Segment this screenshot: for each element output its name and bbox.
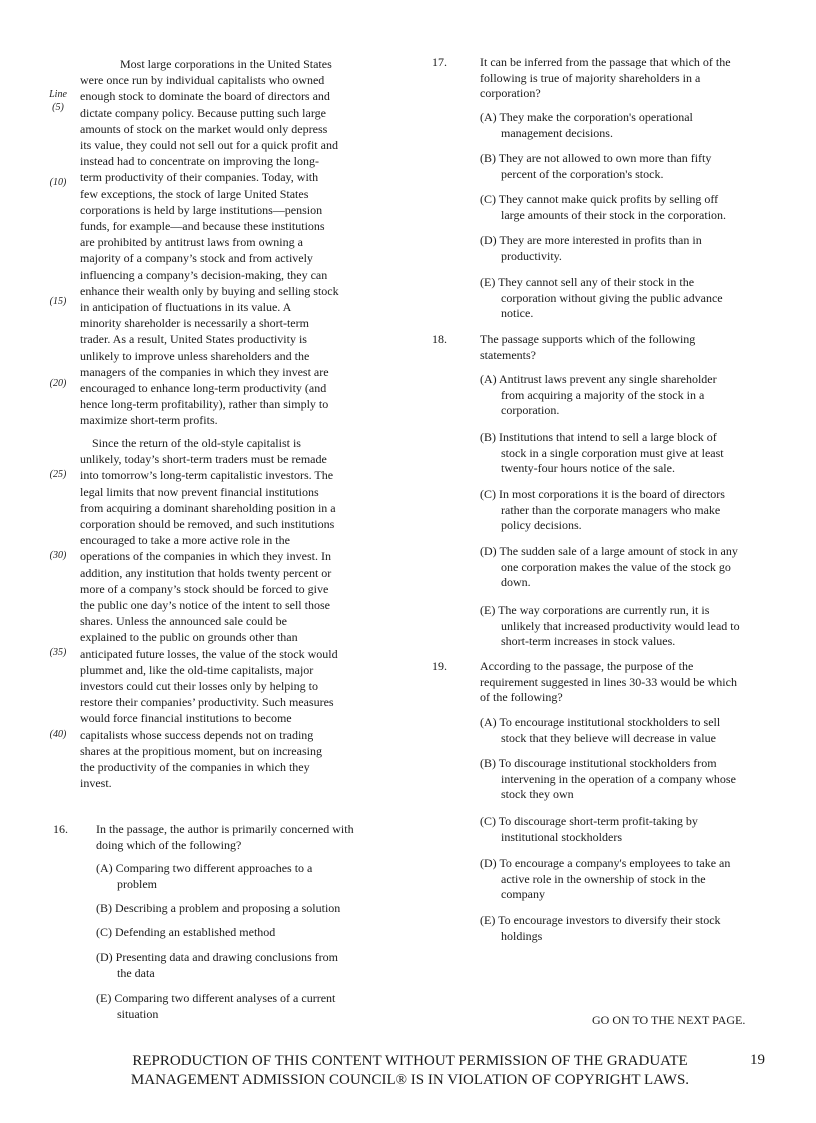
go-on-next-page-note: GO ON TO THE NEXT PAGE. <box>592 1013 746 1027</box>
option-line: (D) The sudden sale of a large amount of stock in any <box>480 544 738 558</box>
passage-line: minority shareholder is necessarily a short-term <box>80 316 309 331</box>
passage-line: corporations is held by large institutions—pension <box>80 202 323 217</box>
option-line: stock they own <box>501 787 574 801</box>
option-line: stock in a single corporation must give at least <box>501 445 724 460</box>
option-line: active role in the ownership of stock in the <box>501 871 706 886</box>
stem-line: According to the passage, the purpose of the <box>480 659 694 673</box>
option-line: (C) In most corporations it is the board of directors <box>480 487 725 501</box>
option-line: (D) Presenting data and drawing conclusions from <box>96 950 338 964</box>
passage-line: capitalists whose success depends not on trading <box>80 727 314 742</box>
option-line: (C) They cannot make quick profits by selling off <box>480 192 719 206</box>
passage-line: are prohibited by antitrust laws from owning a <box>80 235 303 250</box>
page-number: 19 <box>750 1052 765 1068</box>
option-line: percent of the corporation's stock. <box>501 166 664 181</box>
option-line: down. <box>501 575 531 589</box>
question-stem <box>480 659 810 706</box>
option-line: (A) They make the corporation's operational <box>480 110 693 124</box>
passage-line: dictate company policy. Because putting such large <box>80 105 326 120</box>
passage-line: funds, for example—and because these institutions <box>80 219 325 234</box>
option-line: (A) To encourage institutional stockholders to sell <box>480 715 721 729</box>
option-line: (A) Antitrust laws prevent any single shareholder <box>480 372 717 386</box>
answer-option-c[interactable] <box>480 814 698 845</box>
option-line: stock that they believe will decrease in value <box>501 730 716 745</box>
passage-line: Since the return of the old-style capitalist is <box>92 436 301 450</box>
stem-line: doing which of the following? <box>96 837 242 852</box>
answer-option-e[interactable] <box>480 275 723 322</box>
passage-line: plummet and, like the old-time capitalists, major <box>80 662 314 677</box>
answer-option-d[interactable] <box>96 950 338 981</box>
answer-option-d[interactable] <box>480 233 702 264</box>
option-line: holdings <box>501 928 543 943</box>
stem-line: following is true of majority shareholders in a <box>480 70 701 85</box>
passage-line: the public one day’s notice of the intent to sell those <box>80 598 330 613</box>
line-number-35: (35) <box>49 647 67 658</box>
passage-line: restore their companies’ productivity. Such measures <box>80 695 334 710</box>
passage-line: encouraged to enhance long-term productivity (and <box>80 381 327 396</box>
stem-line: It can be inferred from the passage that which of the <box>480 55 731 69</box>
copyright-notice <box>80 1052 740 1090</box>
copyright-line: MANAGEMENT ADMISSION COUNCIL® IS IN VIOLATION OF COPYRIGHT LAWS. <box>130 1072 690 1088</box>
passage-line: term productivity of their companies. Today, with <box>80 170 319 185</box>
stem-line: requirement suggested in lines 30-33 would be which <box>480 674 737 689</box>
stem-line: statements? <box>480 347 536 362</box>
passage-paragraph-2 <box>80 435 400 791</box>
option-line: one corporation makes the value of the stock go <box>501 559 731 574</box>
passage-line: invest. <box>80 776 112 791</box>
passage-line: would force financial institutions to become <box>80 711 292 726</box>
answer-option-b[interactable] <box>96 901 340 917</box>
option-line: (E) The way corporations are currently run, it is <box>480 603 710 617</box>
passage-line: few exceptions, the stock of large United States <box>80 186 309 201</box>
option-line: (B) To discourage institutional stockholders from <box>480 756 717 770</box>
passage-line: addition, any institution that holds twenty percent or <box>80 565 332 580</box>
passage-line: instead had to concentrate on improving the long- <box>80 154 319 169</box>
passage-line: in anticipation of fluctuations in its value. A <box>80 300 292 315</box>
answer-option-d[interactable] <box>480 544 738 591</box>
passage-line: encouraged to take a more active role in the <box>80 533 290 548</box>
question-number: 16. <box>53 822 68 836</box>
option-line: (C) To discourage short-term profit-taking by <box>480 814 698 828</box>
stem-line: corporation? <box>480 86 541 100</box>
passage-line: managers of the companies in which they invest are <box>80 364 329 379</box>
question-stem <box>96 822 396 853</box>
option-line: rather than the corporate managers who make <box>501 502 721 517</box>
question-stem <box>480 332 800 363</box>
question-number: 19. <box>432 659 447 673</box>
option-line: (A) Comparing two different approaches to a <box>96 861 313 875</box>
answer-option-c[interactable] <box>480 487 725 534</box>
line-label: Line <box>49 89 67 100</box>
option-line: the data <box>117 965 155 980</box>
passage-line: majority of a company’s stock and from actively <box>80 251 313 266</box>
option-line: large amounts of their stock in the corporation. <box>501 207 727 222</box>
answer-option-e[interactable] <box>96 991 335 1022</box>
passage-line: explained to the public on grounds other than <box>80 630 298 645</box>
answer-option-c[interactable] <box>96 925 275 941</box>
passage-line: corporation should be removed, and such institutions <box>80 517 335 532</box>
line-number-40: (40) <box>49 729 67 740</box>
option-line: (D) They are more interested in profits than in <box>480 233 702 247</box>
passage-line: operations of the companies in which they invest. In <box>80 549 331 564</box>
line-number-25: (25) <box>49 469 67 480</box>
stem-line: of the following? <box>480 690 563 704</box>
answer-option-b[interactable] <box>480 756 736 803</box>
passage-line: hence long-term profitability), rather than simply to <box>80 397 329 412</box>
option-line: situation <box>117 1006 159 1021</box>
passage-line: anticipated future losses, the value of the stock would <box>80 646 338 661</box>
option-line: (B) They are not allowed to own more than fifty <box>480 151 712 165</box>
option-line: productivity. <box>501 248 562 263</box>
option-line: company <box>501 887 545 901</box>
answer-option-a[interactable] <box>480 372 717 419</box>
passage-line: amounts of stock on the market would only depress <box>80 121 328 136</box>
option-line: (C) Defending an established method <box>96 925 276 939</box>
question-number: 18. <box>432 332 447 346</box>
line-number-20: (20) <box>49 378 67 389</box>
answer-option-a[interactable] <box>480 110 693 141</box>
option-line: unlikely that increased productivity would lead to <box>501 618 740 633</box>
answer-option-e[interactable] <box>480 603 740 650</box>
option-line: (B) Institutions that intend to sell a large block of <box>480 430 717 444</box>
passage-line: were once run by individual capitalists who owned <box>80 73 325 88</box>
passage-line: enhance their wealth only by buying and selling stock <box>80 283 339 298</box>
passage-paragraph-1 <box>80 56 400 429</box>
line-number-15: (15) <box>49 296 67 307</box>
option-line: management decisions. <box>501 125 613 140</box>
option-line: intervening in the operation of a company whose <box>501 771 736 786</box>
line-number-5: (5) <box>52 102 64 113</box>
passage-line: investors could cut their losses only by helping to <box>80 679 318 694</box>
passage-line: into tomorrow’s long-term capitalistic investors. The <box>80 468 334 483</box>
answer-option-b[interactable] <box>480 430 724 477</box>
answer-option-a[interactable] <box>480 715 720 746</box>
stem-line: In the passage, the author is primarily concerned with <box>96 822 354 836</box>
passage-line: unlikely to improve unless shareholders and the <box>80 348 310 363</box>
question-stem <box>480 55 800 102</box>
passage-line: the productivity of the companies in which they <box>80 760 310 775</box>
line-number-30: (30) <box>49 550 67 561</box>
passage-line: its value, they could not sell out for a quick profit and <box>80 138 338 153</box>
stem-line: The passage supports which of the following <box>480 332 696 346</box>
passage-line: trader. As a result, United States productivity is <box>80 332 307 347</box>
passage-line: legal limits that now prevent financial institutions <box>80 484 319 499</box>
option-line: corporation. <box>501 403 560 417</box>
option-line: institutional stockholders <box>501 829 622 844</box>
option-line: policy decisions. <box>501 518 582 532</box>
option-line: from acquiring a majority of the stock in a <box>501 387 705 402</box>
option-line: (E) To encourage investors to diversify their stock <box>480 913 721 927</box>
option-line: (E) They cannot sell any of their stock in the <box>480 275 695 289</box>
answer-option-e[interactable] <box>480 913 721 944</box>
question-number: 17. <box>432 55 447 69</box>
passage-line: shares. Unless the announced sale could be <box>80 614 287 629</box>
option-line: (D) To encourage a company's employees to take an <box>480 856 731 870</box>
passage-line: more of a company’s stock should be forced to give <box>80 581 329 596</box>
answer-option-c[interactable] <box>480 192 726 223</box>
option-line: notice. <box>501 306 534 320</box>
passage-line: enough stock to dominate the board of directors and <box>80 89 330 104</box>
line-number-10: (10) <box>49 177 67 188</box>
option-line: short-term increases in stock values. <box>501 634 676 648</box>
passage-line: unlikely, today’s short-term traders must be remade <box>80 452 327 467</box>
answer-option-d[interactable] <box>480 856 730 903</box>
option-line: (B) Describing a problem and proposing a solution <box>96 901 341 915</box>
answer-option-a[interactable] <box>96 861 312 892</box>
answer-option-b[interactable] <box>480 151 711 182</box>
passage-line: Most large corporations in the United States <box>120 57 332 71</box>
option-line: corporation without giving the public advance <box>501 290 723 305</box>
option-line: (E) Comparing two different analyses of a current <box>96 991 336 1005</box>
option-line: problem <box>117 876 157 891</box>
passage-line: influencing a company’s decision-making, they can <box>80 267 328 282</box>
passage-line: from acquiring a dominant shareholding position in a <box>80 500 336 515</box>
passage-line: shares at the propitious moment, but on increasing <box>80 743 322 758</box>
option-line: twenty-four hours notice of the sale. <box>501 461 675 475</box>
passage-line: maximize short-term profits. <box>80 413 218 428</box>
copyright-line: REPRODUCTION OF THIS CONTENT WITHOUT PERMISSION OF THE GRADUATE <box>132 1053 688 1069</box>
